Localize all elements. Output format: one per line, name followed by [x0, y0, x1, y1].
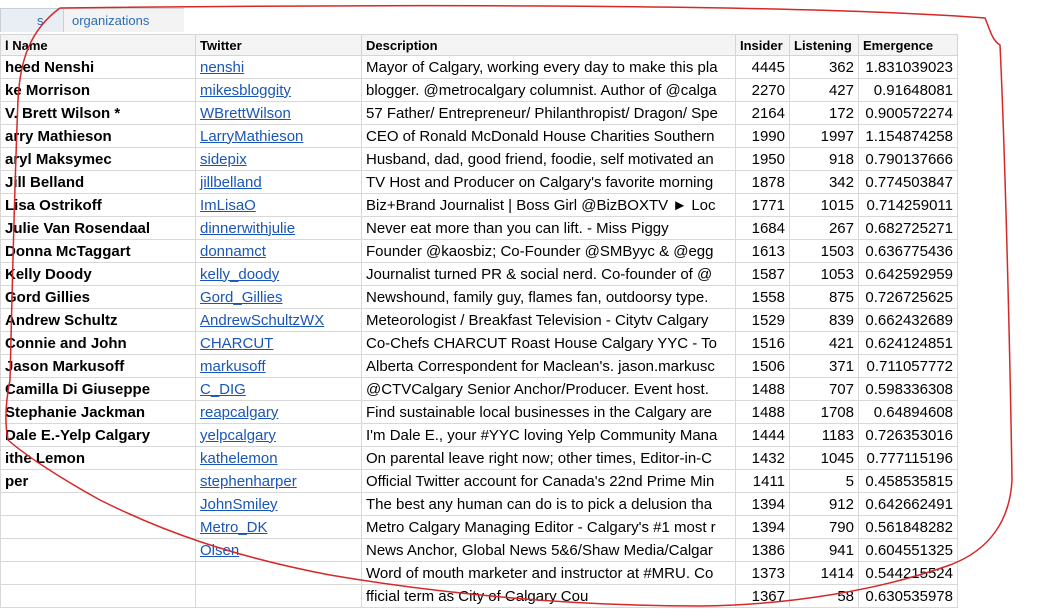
cell-twitter[interactable] — [196, 470, 362, 493]
cell-insider[interactable]: 4445 — [736, 56, 790, 79]
cell-insider[interactable]: 1558 — [736, 286, 790, 309]
cell-emergence[interactable]: 0.604551325 — [859, 539, 958, 562]
cell-listening[interactable]: 362 — [790, 56, 859, 79]
cell-emergence[interactable]: 0.777115196 — [859, 447, 958, 470]
cell-description[interactable]: TV Host and Producer on Calgary's favorite morning — [362, 171, 736, 194]
cell-name[interactable]: ke Morrison — [1, 79, 196, 102]
cell-emergence[interactable]: 0.91648081 — [859, 79, 958, 102]
table-row[interactable] — [1, 355, 958, 378]
cell-description[interactable]: Mayor of Calgary, working every day to make this pla — [362, 56, 736, 79]
cell-description[interactable]: Official Twitter account for Canada's 22nd Prime Min — [362, 470, 736, 493]
cell-listening[interactable]: 1503 — [790, 240, 859, 263]
cell-description[interactable]: Journalist turned PR & social nerd. Co-founder of @ — [362, 263, 736, 286]
cell-name[interactable] — [1, 516, 196, 539]
cell-insider[interactable]: 1394 — [736, 516, 790, 539]
cell-emergence[interactable]: 0.662432689 — [859, 309, 958, 332]
table-row[interactable] — [1, 309, 958, 332]
twitter-handle-link[interactable]: markusoff — [200, 357, 266, 375]
cell-name[interactable]: Julie Van Rosendaal — [1, 217, 196, 240]
cell-name[interactable]: Camilla Di Giuseppe — [1, 378, 196, 401]
twitter-handle-link[interactable]: reapcalgary — [200, 403, 279, 421]
table-row[interactable] — [1, 332, 958, 355]
twitter-handle-link[interactable]: kathelemon — [200, 449, 278, 467]
data-table — [0, 34, 958, 608]
table-row[interactable] — [1, 102, 958, 125]
cell-insider[interactable]: 1878 — [736, 171, 790, 194]
tab-organizations[interactable]: organizations — [64, 8, 184, 32]
cell-emergence[interactable]: 0.624124851 — [859, 332, 958, 355]
cell-emergence[interactable]: 0.790137666 — [859, 148, 958, 171]
cell-listening[interactable]: 5 — [790, 470, 859, 493]
table-row[interactable] — [1, 194, 958, 217]
table-row[interactable] — [1, 470, 958, 493]
cell-emergence[interactable]: 1.831039023 — [859, 56, 958, 79]
cell-listening[interactable]: 1183 — [790, 424, 859, 447]
twitter-handle-link[interactable]: C_DIG — [200, 380, 246, 398]
cell-twitter[interactable] — [196, 56, 362, 79]
cell-name[interactable]: Andrew Schultz — [1, 309, 196, 332]
twitter-handle-link[interactable]: Metro_DK — [200, 518, 268, 536]
cell-name[interactable]: Connie and John — [1, 332, 196, 355]
cell-description[interactable]: Co-Chefs CHARCUT Roast House Calgary YYC - To — [362, 332, 736, 355]
cell-emergence[interactable]: 0.714259011 — [859, 194, 958, 217]
twitter-handle-link[interactable]: Gord_Gillies — [200, 288, 283, 306]
column-header-twitter[interactable]: Twitter — [196, 35, 362, 56]
cell-description[interactable]: fficial term as City of Calgary Cou — [362, 585, 736, 608]
cell-twitter[interactable] — [196, 286, 362, 309]
cell-listening[interactable]: 790 — [790, 516, 859, 539]
cell-name[interactable]: ithe Lemon — [1, 447, 196, 470]
cell-description[interactable]: Metro Calgary Managing Editor - Calgary's #1 most r — [362, 516, 736, 539]
cell-listening[interactable]: 421 — [790, 332, 859, 355]
cell-twitter[interactable] — [196, 401, 362, 424]
cell-emergence[interactable]: 0.682725271 — [859, 217, 958, 240]
twitter-handle-link[interactable]: nenshi — [200, 58, 245, 76]
cell-twitter[interactable] — [196, 102, 362, 125]
cell-twitter[interactable] — [196, 79, 362, 102]
cell-insider[interactable]: 1950 — [736, 148, 790, 171]
cell-twitter[interactable] — [196, 378, 362, 401]
cell-insider[interactable]: 1613 — [736, 240, 790, 263]
cell-name[interactable]: Jason Markusoff — [1, 355, 196, 378]
cell-description[interactable]: Word of mouth marketer and instructor at #MRU. Co — [362, 562, 736, 585]
cell-emergence[interactable]: 0.544215524 — [859, 562, 958, 585]
table-row[interactable] — [1, 378, 958, 401]
twitter-handle-link[interactable]: JohnSmiley — [200, 495, 278, 513]
cell-insider[interactable]: 1506 — [736, 355, 790, 378]
table-row[interactable] — [1, 516, 958, 539]
cell-name[interactable] — [1, 493, 196, 516]
twitter-handle-link[interactable]: yelpcalgary — [200, 426, 276, 444]
twitter-handle-link[interactable]: jillbelland — [200, 173, 262, 191]
cell-listening[interactable]: 912 — [790, 493, 859, 516]
cell-description[interactable]: Find sustainable local businesses in the Calgary are — [362, 401, 736, 424]
tab-people[interactable]: s — [0, 8, 64, 32]
twitter-handle-link[interactable]: kelly_doody — [200, 265, 280, 283]
table-header-row — [1, 35, 958, 56]
cell-name[interactable]: per — [1, 470, 196, 493]
cell-emergence[interactable]: 0.900572274 — [859, 102, 958, 125]
cell-listening[interactable]: 342 — [790, 171, 859, 194]
cell-name[interactable]: Stephanie Jackman — [1, 401, 196, 424]
cell-listening[interactable]: 1045 — [790, 447, 859, 470]
table-row[interactable] — [1, 562, 958, 585]
cell-description[interactable]: On parental leave right now; other times, Editor-in-C — [362, 447, 736, 470]
column-header-insider[interactable]: Insider — [736, 35, 790, 56]
cell-twitter[interactable] — [196, 424, 362, 447]
cell-insider[interactable]: 1488 — [736, 401, 790, 424]
cell-twitter[interactable] — [196, 263, 362, 286]
cell-emergence[interactable]: 0.561848282 — [859, 516, 958, 539]
cell-listening[interactable]: 58 — [790, 585, 859, 608]
cell-insider[interactable]: 1771 — [736, 194, 790, 217]
table-row[interactable] — [1, 217, 958, 240]
twitter-handle-link[interactable]: donnamct — [200, 242, 266, 260]
cell-twitter[interactable] — [196, 562, 362, 585]
cell-description[interactable]: Newshound, family guy, flames fan, outdoorsy type. — [362, 286, 736, 309]
cell-name[interactable]: arry Mathieson — [1, 125, 196, 148]
table-row[interactable] — [1, 401, 958, 424]
cell-name[interactable] — [1, 562, 196, 585]
cell-description[interactable]: I'm Dale E., your #YYC loving Yelp Community Mana — [362, 424, 736, 447]
cell-twitter[interactable] — [196, 171, 362, 194]
cell-insider[interactable]: 1367 — [736, 585, 790, 608]
cell-twitter[interactable] — [196, 148, 362, 171]
twitter-handle-link[interactable]: WBrettWilson — [200, 104, 291, 122]
cell-description[interactable]: blogger. @metrocalgary columnist. Author of @calga — [362, 79, 736, 102]
cell-emergence[interactable]: 1.154874258 — [859, 125, 958, 148]
table-row[interactable] — [1, 585, 958, 608]
table-row[interactable] — [1, 171, 958, 194]
cell-name[interactable]: heed Nenshi — [1, 56, 196, 79]
cell-name[interactable]: Kelly Doody — [1, 263, 196, 286]
cell-listening[interactable]: 707 — [790, 378, 859, 401]
cell-emergence[interactable]: 0.711057772 — [859, 355, 958, 378]
cell-listening[interactable]: 839 — [790, 309, 859, 332]
cell-name[interactable] — [1, 585, 196, 608]
cell-name[interactable]: Gord Gillies — [1, 286, 196, 309]
table-row[interactable] — [1, 424, 958, 447]
table-row[interactable] — [1, 286, 958, 309]
cell-description[interactable]: Husband, dad, good friend, foodie, self motivated an — [362, 148, 736, 171]
twitter-handle-link[interactable]: stephenharper — [200, 472, 297, 490]
cell-emergence[interactable]: 0.630535978 — [859, 585, 958, 608]
cell-description[interactable]: Alberta Correspondent for Maclean's. jason.markusc — [362, 355, 736, 378]
table-row[interactable] — [1, 56, 958, 79]
table-row[interactable] — [1, 240, 958, 263]
cell-insider[interactable]: 2164 — [736, 102, 790, 125]
cell-listening[interactable]: 875 — [790, 286, 859, 309]
table-row[interactable] — [1, 263, 958, 286]
cell-description[interactable]: CEO of Ronald McDonald House Charities Southern — [362, 125, 736, 148]
cell-listening[interactable]: 941 — [790, 539, 859, 562]
twitter-handle-link[interactable]: sidepix — [200, 150, 247, 168]
cell-insider[interactable]: 1444 — [736, 424, 790, 447]
cell-insider[interactable]: 1373 — [736, 562, 790, 585]
sheet-tab-bar — [0, 8, 200, 32]
cell-emergence[interactable]: 0.726353016 — [859, 424, 958, 447]
cell-name[interactable]: Lisa Ostrikoff — [1, 194, 196, 217]
cell-twitter[interactable] — [196, 217, 362, 240]
cell-listening[interactable]: 1708 — [790, 401, 859, 424]
table-row[interactable] — [1, 125, 958, 148]
column-header-emergence[interactable]: Emergence — [859, 35, 958, 56]
cell-twitter[interactable] — [196, 516, 362, 539]
twitter-handle-link[interactable]: AndrewSchultzWX — [200, 311, 325, 329]
cell-description[interactable]: Biz+Brand Journalist | Boss Girl @BizBOXTV ► Loc — [362, 194, 736, 217]
column-header-listening[interactable]: Listening — [790, 35, 859, 56]
cell-emergence[interactable]: 0.458535815 — [859, 470, 958, 493]
cell-name[interactable]: V. Brett Wilson * — [1, 102, 196, 125]
cell-insider[interactable]: 1684 — [736, 217, 790, 240]
cell-emergence[interactable]: 0.636775436 — [859, 240, 958, 263]
cell-name[interactable]: Dale E.-Yelp Calgary — [1, 424, 196, 447]
table-row[interactable] — [1, 447, 958, 470]
cell-name[interactable]: Jill Belland — [1, 171, 196, 194]
cell-listening[interactable]: 1015 — [790, 194, 859, 217]
cell-insider[interactable]: 1386 — [736, 539, 790, 562]
cell-description[interactable]: The best any human can do is to pick a delusion tha — [362, 493, 736, 516]
cell-twitter[interactable] — [196, 240, 362, 263]
cell-twitter[interactable] — [196, 355, 362, 378]
cell-twitter[interactable] — [196, 585, 362, 608]
cell-listening[interactable]: 267 — [790, 217, 859, 240]
cell-insider[interactable]: 2270 — [736, 79, 790, 102]
cell-name[interactable] — [1, 539, 196, 562]
cell-name[interactable]: aryl Maksymec — [1, 148, 196, 171]
cell-listening[interactable]: 918 — [790, 148, 859, 171]
cell-name[interactable]: Donna McTaggart — [1, 240, 196, 263]
cell-description[interactable]: Meteorologist / Breakfast Television - Citytv Calgary — [362, 309, 736, 332]
table-row[interactable] — [1, 539, 958, 562]
cell-twitter[interactable] — [196, 539, 362, 562]
cell-insider[interactable]: 1529 — [736, 309, 790, 332]
cell-twitter[interactable] — [196, 309, 362, 332]
twitter-handle-link[interactable]: dinnerwithjulie — [200, 219, 296, 237]
cell-emergence[interactable]: 0.598336308 — [859, 378, 958, 401]
column-header-description[interactable]: Description — [362, 35, 736, 56]
cell-twitter[interactable] — [196, 125, 362, 148]
cell-description[interactable]: News Anchor, Global News 5&6/Shaw Media/Calgar — [362, 539, 736, 562]
twitter-handle-link[interactable]: LarryMathieson — [200, 127, 304, 145]
cell-emergence[interactable]: 0.642662491 — [859, 493, 958, 516]
cell-description[interactable]: @CTVCalgary Senior Anchor/Producer. Event host. — [362, 378, 736, 401]
twitter-handle-link[interactable]: Olsen — [200, 541, 240, 559]
cell-emergence[interactable]: 0.642592959 — [859, 263, 958, 286]
cell-listening[interactable]: 371 — [790, 355, 859, 378]
cell-insider[interactable]: 1394 — [736, 493, 790, 516]
cell-insider[interactable]: 1488 — [736, 378, 790, 401]
column-header-name[interactable]: l Name — [1, 35, 196, 56]
cell-twitter[interactable] — [196, 493, 362, 516]
cell-listening[interactable]: 1997 — [790, 125, 859, 148]
cell-twitter[interactable] — [196, 194, 362, 217]
cell-description[interactable]: 57 Father/ Entrepreneur/ Philanthropist/ Dragon/ Spe — [362, 102, 736, 125]
cell-twitter[interactable] — [196, 332, 362, 355]
table-row[interactable] — [1, 493, 958, 516]
twitter-handle-link[interactable]: mikesbloggity — [200, 81, 291, 99]
cell-insider[interactable]: 1411 — [736, 470, 790, 493]
cell-description[interactable]: Founder @kaosbiz; Co-Founder @SMByyc & @egg — [362, 240, 736, 263]
table-row[interactable] — [1, 79, 958, 102]
cell-listening[interactable]: 172 — [790, 102, 859, 125]
cell-listening[interactable]: 1414 — [790, 562, 859, 585]
cell-insider[interactable]: 1516 — [736, 332, 790, 355]
cell-listening[interactable]: 427 — [790, 79, 859, 102]
twitter-handle-link[interactable]: CHARCUT — [200, 334, 274, 352]
twitter-handle-link[interactable]: ImLisaO — [200, 196, 256, 214]
cell-emergence[interactable]: 0.774503847 — [859, 171, 958, 194]
table-row[interactable] — [1, 148, 958, 171]
cell-insider[interactable]: 1587 — [736, 263, 790, 286]
cell-emergence[interactable]: 0.726725625 — [859, 286, 958, 309]
cell-description[interactable]: Never eat more than you can lift. - Miss Piggy — [362, 217, 736, 240]
cell-listening[interactable]: 1053 — [790, 263, 859, 286]
cell-emergence[interactable]: 0.64894608 — [859, 401, 958, 424]
cell-twitter[interactable] — [196, 447, 362, 470]
cell-insider[interactable]: 1432 — [736, 447, 790, 470]
cell-insider[interactable]: 1990 — [736, 125, 790, 148]
